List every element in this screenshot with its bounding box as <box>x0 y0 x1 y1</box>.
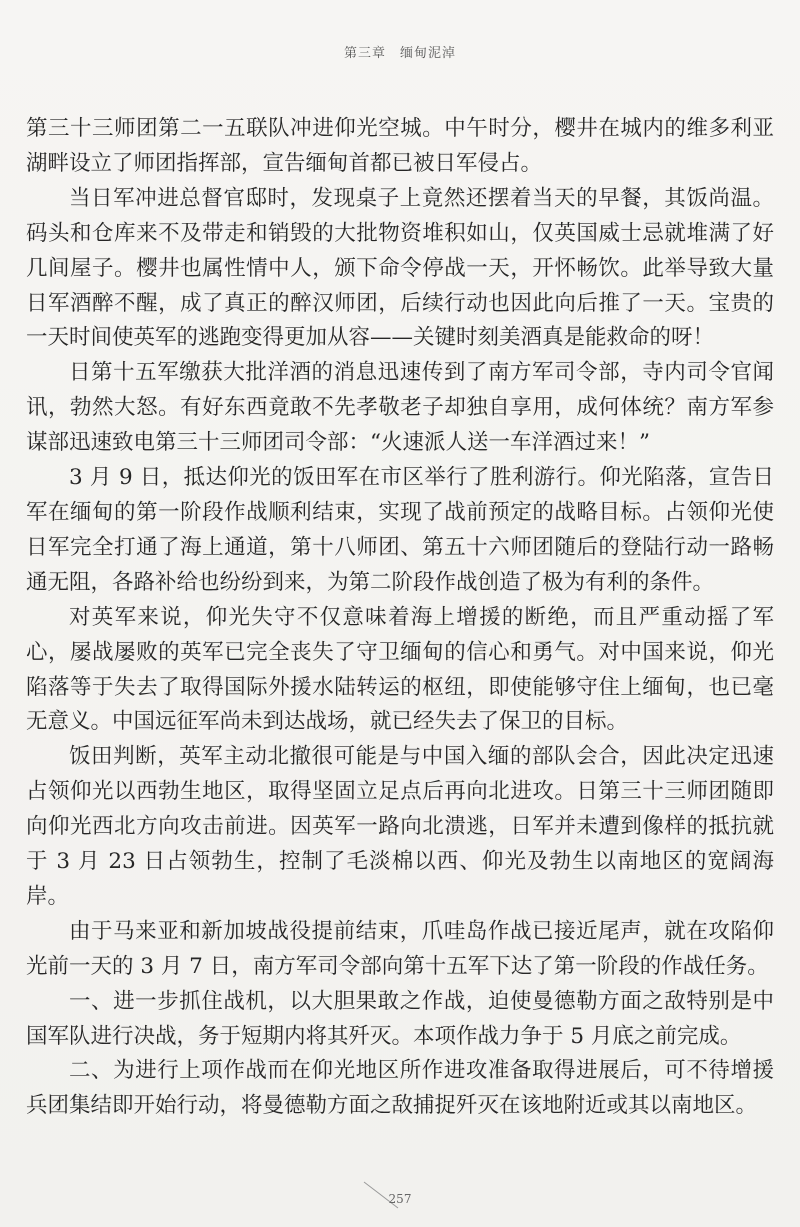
paragraph: 一、进一步抓住战机，以大胆果敢之作战，迫使曼德勒方面之敌特别是中国军队进行决战，务于短期内将其歼灭。本项作战力争于 5 月底之前完成。 <box>26 988 774 1049</box>
paragraph: 对英军来说，仰光失守不仅意味着海上增援的断绝，而且严重动摇了军心，屡战屡败的英军已完全丧失了守卫缅甸的信心和勇气。对中国来说，仰光陷落等于失去了取得国际外援水陆转运的枢纽，即使能够守住上缅甸，也已毫无意义。中国远征军尚未到达战场，就已经失去了保卫的目标。 <box>26 604 774 735</box>
paragraph: 当日军冲进总督官邸时，发现桌子上竟然还摆着当天的早餐，其饭尚温。码头和仓库来不及带走和销毁的大批物资堆积如山，仅英国威士忌就堆满了好几间屋子。樱井也属性情中人，颁下命令停战一天，开怀畅饮。此举导致大量日军酒醉不醒，成了真正的醉汉师团，后续行动也因此向后推了一天。宝贵的一天时间使英军的逃跑变得更加从容——关键时刻美酒真是能救命的呀！ <box>26 185 774 351</box>
paragraph: 二、为进行上项作战而在仰光地区所作进攻准备取得进展后，可不待增援兵团集结即开始行动，将曼德勒方面之敌捕捉歼灭在该地附近或其以南地区。 <box>26 1058 774 1119</box>
chapter-title: 缅甸泥淖 <box>400 46 457 61</box>
page-number: 257 <box>388 1192 412 1206</box>
running-head <box>0 42 800 61</box>
paragraph: 第三十三师团第二一五联队冲进仰光空城。中午时分，樱井在城内的维多利亚湖畔设立了师团指挥部，宣告缅甸首都已被日军侵占。 <box>26 116 774 176</box>
body-text <box>26 112 774 1124</box>
paragraph: 饭田判断，英军主动北撤很可能是与中国入缅的部队会合，因此决定迅速占领仰光以西勃生地区，取得坚固立足点后再向北进攻。日第三十三师团随即向仰光西北方向攻击前进。因英军一路向北溃逃，日军并未遭到像样的抵抗就于 3 月 23 日占领勃生，控制了毛淡棉以西、仰光及勃生以南地区的宽阔海岸。 <box>26 744 774 909</box>
paragraph: 日第十五军缴获大批洋酒的消息迅速传到了南方军司令部，寺内司令官闻讯，勃然大怒。有好东西竟敢不先孝敬老子却独自享用，成何体统？南方军参谋部迅速致电第三十三师团司令部：“火速派人送一车洋酒过来！” <box>26 360 774 456</box>
chapter-number: 第三章 <box>343 46 386 61</box>
paragraph: 由于马来亚和新加坡战役提前结束，爪哇岛作战已接近尾声，就在攻陷仰光前一天的 3 月 7 日，南方军司令部向第十五军下达了第一阶段的作战任务。 <box>26 918 774 979</box>
paragraph: 3 月 9 日，抵达仰光的饭田军在市区举行了胜利游行。仰光陷落，宣告日军在缅甸的第一阶段作战顺利结束，实现了战前预定的战略目标。占领仰光使日军完全打通了海上通道，第十八师团、第五十六师团随后的登陆行动一路畅通无阻，各路补给也纷纷到来，为第二阶段作战创造了极为有利的条件。 <box>26 465 774 595</box>
